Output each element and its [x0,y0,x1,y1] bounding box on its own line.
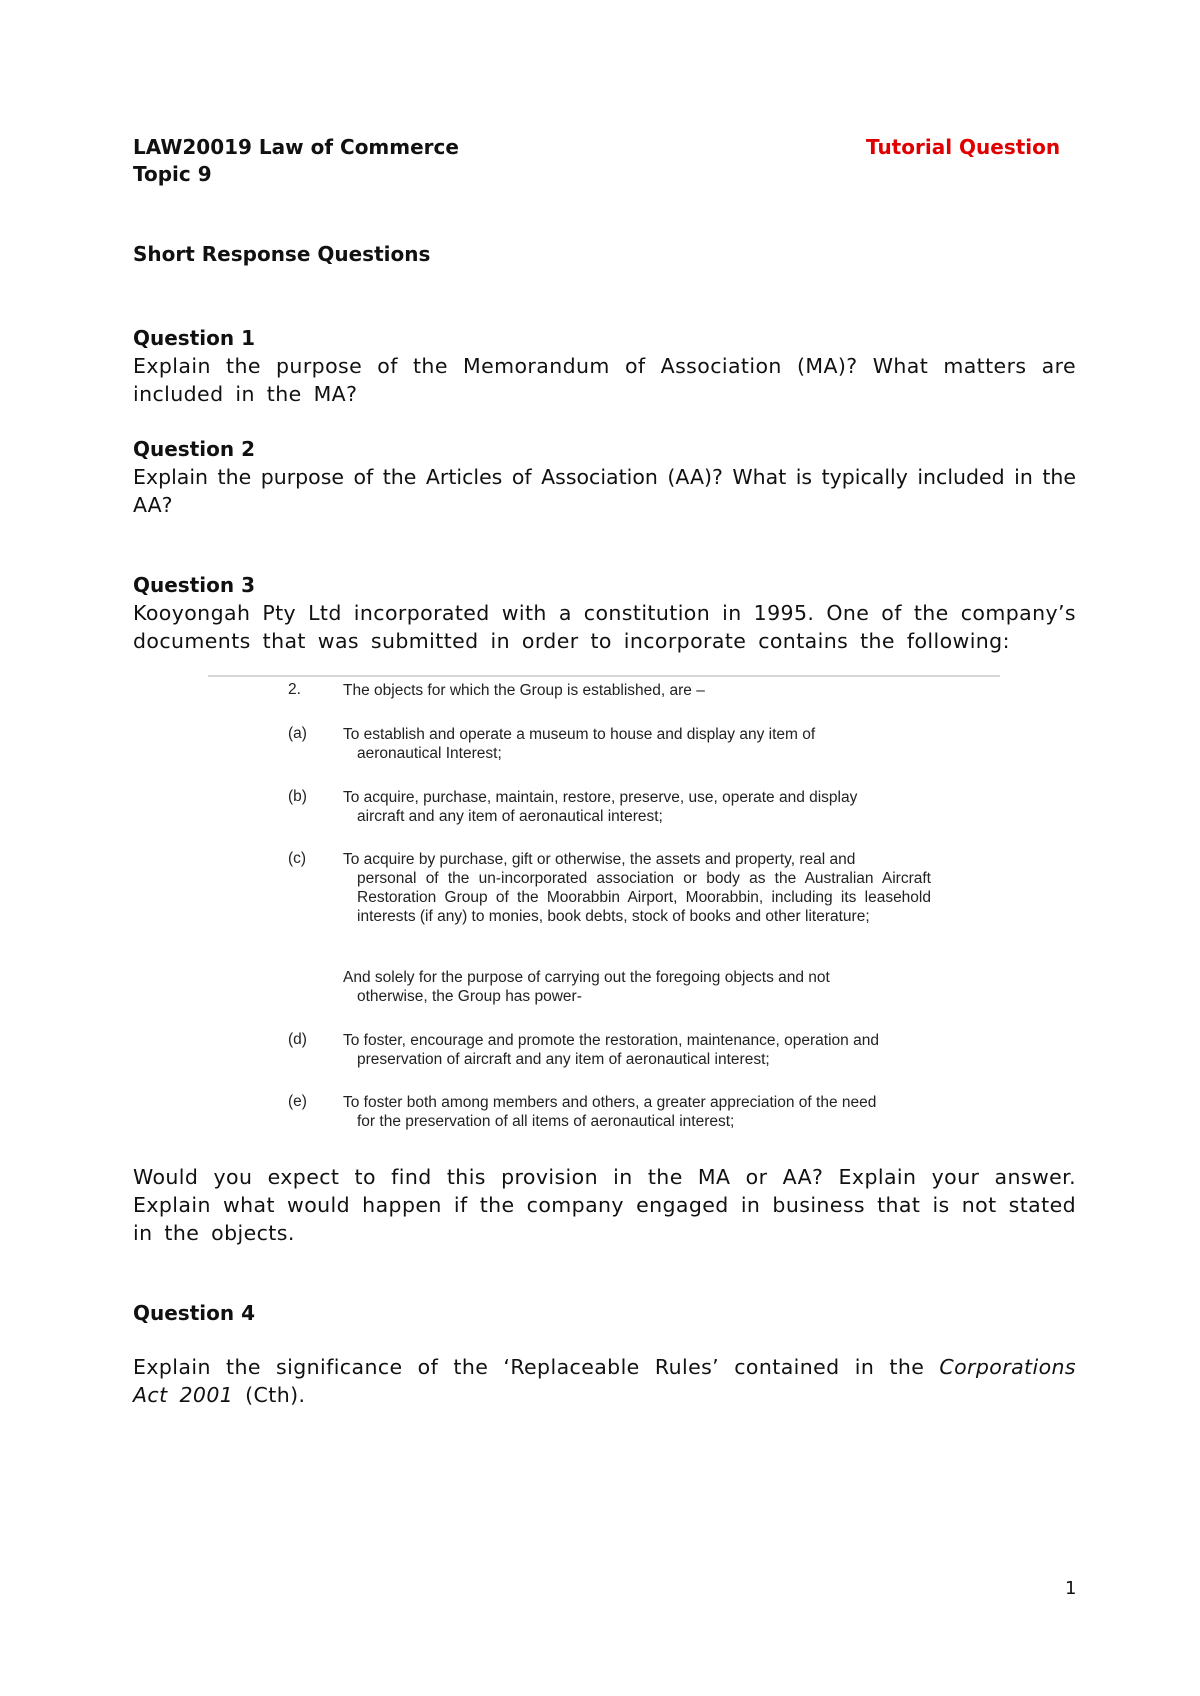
extract-item-label: (a) [288,725,307,742]
objects-clause-extract [208,675,1000,1132]
act-title: Corporations Act 2001 [133,1355,1076,1407]
question-2-text: Explain the purpose of the Articles of Association (AA)? What is typically included in the AA? [133,465,1076,517]
extract-item-text: And solely for the purpose of carrying out the foregoing objects and not otherwise, the Group has power- [343,969,830,1005]
section-title: Short Response Questions [133,242,431,266]
extract-item-text: To foster both among members and others, a greater appreciation of the need for the preservation of all items of aeronautical interest; [343,1094,877,1130]
question-4 [133,1300,1076,1409]
extract-intro: The objects for which the Group is established, are – [343,682,705,699]
extract-item-label: (e) [288,1093,307,1110]
question-4-text: Explain the significance of the ‘Replaceable Rules’ contained in the Corporations Act 2001 (Cth). [133,1355,1076,1407]
question-3-text: Kooyongah Pty Ltd incorporated with a constitution in 1995. One of the company’s documents that was submitted in order to incorporate contains the following: [133,601,1076,653]
course-title: LAW20019 Law of Commerce [133,135,459,159]
extract-item-label: (c) [288,850,307,867]
tutorial-question-label: Tutorial Question [866,135,1061,159]
question-1-heading: Question 1 [133,326,255,350]
page-number: 1 [1065,1578,1077,1599]
extract-item-text: To acquire by purchase, gift or otherwise, the assets and property, real and personal of the un-incorporated association or body as the Australian Aircraft Restoration Group of the Moorabbin Airport, Moorabbin, including its leasehold interests (if any) to monies, book debts, stock of books and other literature; [343,851,931,925]
question-3-followup: Would you expect to find this provision in the MA or AA? Explain your answer. Explain what would happen if the company engaged in business that is not stated in the objects. [133,1165,1076,1245]
question-3-heading: Question 3 [133,573,255,597]
question-1 [133,325,1076,408]
header-course-block [133,134,459,188]
extract-clause-number: 2. [288,681,301,698]
extract-item-label: (b) [288,788,307,805]
question-3 [133,572,1076,655]
question-2 [133,436,1076,519]
question-4-heading: Question 4 [133,1301,255,1325]
topic-label: Topic 9 [133,162,212,186]
extract-item-text: To establish and operate a museum to house and display any item of aeronautical Interest; [343,726,816,762]
extract-item-text: To foster, encourage and promote the restoration, maintenance, operation and preservation of aircraft and any item of aeronautical interest; [343,1032,879,1068]
extract-item-label: (d) [288,1031,307,1048]
question-1-text: Explain the purpose of the Memorandum of Association (MA)? What matters are included in the MA? [133,354,1076,406]
question-2-heading: Question 2 [133,437,255,461]
extract-item-text: To acquire, purchase, maintain, restore, preserve, use, operate and display aircraft and any item of aeronautical interest; [343,789,858,825]
